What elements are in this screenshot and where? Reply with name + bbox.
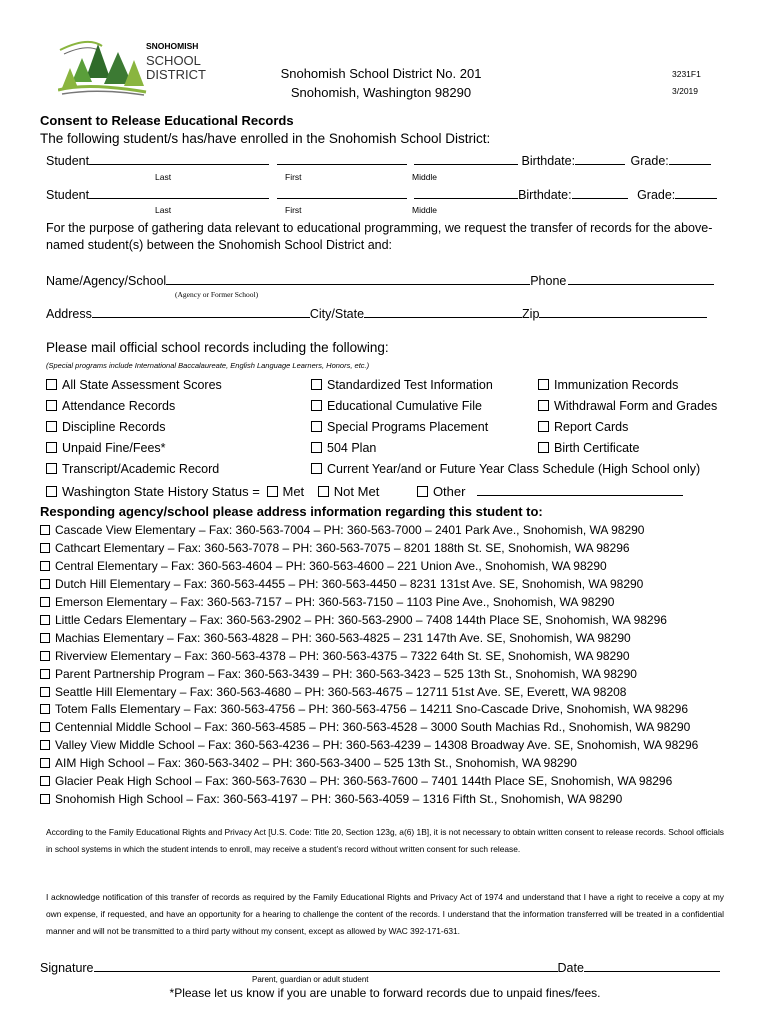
- school-option[interactable]: Valley View Middle School – Fax: 360-563-4236 – PH: 360-563-4239 – 14308 Broadway Ave. SE, Snohomish, WA 98296: [40, 738, 698, 752]
- form-id: [672, 66, 701, 100]
- checkbox[interactable]: [311, 400, 322, 411]
- school-option[interactable]: Cascade View Elementary – Fax: 360-563-7004 – PH: 360-563-7000 – 2401 Park Ave., Snohomish, WA 98290: [40, 523, 644, 537]
- school-option[interactable]: Dutch Hill Elementary – Fax: 360-563-4455 – PH: 360-563-4450 – 8231 131st Ave. SE, Snohomish, WA 98290: [40, 577, 643, 591]
- tree-logo-icon: [58, 38, 148, 96]
- checkbox[interactable]: [538, 400, 549, 411]
- school-option[interactable]: Totem Falls Elementary – Fax: 360-563-4756 – PH: 360-563-4756 – 14211 Sno-Cascade Drive, Snohomish, WA 98296: [40, 702, 688, 716]
- address-label: Address: [46, 307, 92, 321]
- form-number: 3231F1: [672, 69, 701, 79]
- not-met-label: Not Met: [333, 484, 380, 499]
- record-option[interactable]: Withdrawal Form and Grades: [538, 399, 717, 413]
- student-label: Student: [46, 188, 90, 202]
- address-field[interactable]: [92, 305, 310, 318]
- other-field[interactable]: [477, 483, 683, 496]
- birthdate-label: Birthdate:: [521, 154, 576, 168]
- logo-text-snohomish: SNOHOMISH: [146, 41, 199, 51]
- history-label: Washington State History Status =: [62, 484, 260, 499]
- history-status-row: [46, 483, 683, 499]
- middle-caption: Middle: [412, 205, 438, 215]
- acknowledgement-statement: I acknowledge notification of this transfer of records as required by the Family Educational Rights and Privacy Act of 1974 and understand that I have a right to receive a copy at my own expense, if requested, and have an opportunity for a hearing to challenge the content of the records. I understand that the information transferred will be treated in a confidential manner and will not be transmitted to a third party without my consent, except as allowed by WAC 392-171-631.: [46, 892, 724, 936]
- logo-text-district: DISTRICT: [146, 67, 206, 82]
- student1-first-field[interactable]: [277, 152, 407, 165]
- student-label: Student: [46, 154, 90, 168]
- signature-label: Signature: [40, 961, 94, 975]
- checkbox[interactable]: [311, 442, 322, 453]
- record-option[interactable]: 504 Plan: [311, 441, 376, 455]
- record-option[interactable]: All State Assessment Scores: [46, 378, 222, 392]
- student2-middle-field[interactable]: [414, 186, 518, 199]
- student1-birthdate-field[interactable]: [575, 152, 625, 165]
- record-option[interactable]: Attendance Records: [46, 399, 175, 413]
- checkbox[interactable]: [538, 442, 549, 453]
- met-label: Met: [282, 484, 305, 499]
- date-field[interactable]: [584, 959, 720, 972]
- checkbox[interactable]: [538, 421, 549, 432]
- checkbox[interactable]: [46, 463, 57, 474]
- school-option[interactable]: Snohomish High School – Fax: 360-563-4197 – PH: 360-563-4059 – 1316 Fifth St., Snohomish, WA 98290: [40, 792, 622, 806]
- agency-name-label: Name/Agency/School: [46, 274, 167, 288]
- checkbox[interactable]: [311, 379, 322, 390]
- checkbox[interactable]: [311, 463, 322, 474]
- record-option[interactable]: Educational Cumulative File: [311, 399, 482, 413]
- agency-phone-field[interactable]: [568, 272, 714, 285]
- student2-last-field[interactable]: [89, 186, 269, 199]
- signature-field[interactable]: [94, 959, 558, 972]
- school-option[interactable]: Centennial Middle School – Fax: 360-563-4585 – PH: 360-563-4528 – 3000 South Machias Rd., Snohomish, WA 98290: [40, 720, 690, 734]
- responding-heading: Responding agency/school please address information regarding this student to:: [40, 504, 543, 519]
- checkbox[interactable]: [311, 421, 322, 432]
- record-option[interactable]: Standardized Test Information: [311, 378, 493, 392]
- record-option[interactable]: Discipline Records: [46, 420, 166, 434]
- school-option[interactable]: Central Elementary – Fax: 360-563-4604 – PH: 360-563-4600 – 221 Union Ave., Snohomish, WA 98290: [40, 559, 607, 573]
- record-option[interactable]: Unpaid Fine/Fees*: [46, 441, 166, 455]
- record-option[interactable]: Birth Certificate: [538, 441, 639, 455]
- school-option[interactable]: Emerson Elementary – Fax: 360-563-7157 – PH: 360-563-7150 – 1103 Pine Ave., Snohomish, WA 98290: [40, 595, 614, 609]
- student-row-2: [46, 186, 717, 202]
- met-checkbox[interactable]: [267, 486, 278, 497]
- record-option[interactable]: Current Year/and or Future Year Class Schedule (High School only): [311, 462, 700, 476]
- not-met-checkbox[interactable]: [318, 486, 329, 497]
- student1-last-field[interactable]: [89, 152, 269, 165]
- checkbox[interactable]: [46, 400, 57, 411]
- address-row: [46, 305, 707, 321]
- school-option[interactable]: AIM High School – Fax: 360-563-3402 – PH: 360-563-3400 – 525 13th St., Snohomish, WA 98290: [40, 756, 577, 770]
- checkbox[interactable]: [46, 421, 57, 432]
- school-option[interactable]: Glacier Peak High School – Fax: 360-563-7630 – PH: 360-563-7600 – 7401 144th Place SE, Snohomish, WA 98296: [40, 774, 672, 788]
- grade-label: Grade:: [630, 154, 669, 168]
- form-title: Consent to Release Educational Records: [40, 113, 294, 128]
- record-option[interactable]: Transcript/Academic Record: [46, 462, 219, 476]
- intro-text: The following student/s has/have enrolled in the Snohomish School District:: [40, 131, 491, 146]
- district-logo: [58, 38, 208, 96]
- birthdate-label: Birthdate:: [518, 188, 572, 202]
- agency-name-field[interactable]: [166, 272, 530, 285]
- first-caption: First: [285, 205, 302, 215]
- last-caption: Last: [155, 172, 172, 182]
- district-city: Snohomish, Washington 98290: [290, 85, 472, 100]
- record-option[interactable]: Special Programs Placement: [311, 420, 488, 434]
- record-option[interactable]: Report Cards: [538, 420, 628, 434]
- records-heading: Please mail official school records including the following:: [46, 340, 389, 355]
- logo-text-school: SCHOOL: [146, 53, 201, 68]
- other-checkbox[interactable]: [417, 486, 428, 497]
- checkbox[interactable]: [46, 379, 57, 390]
- agency-row: [46, 272, 714, 288]
- student2-first-field[interactable]: [277, 186, 407, 199]
- zip-field[interactable]: [539, 305, 707, 318]
- checkbox[interactable]: [46, 442, 57, 453]
- student1-grade-field[interactable]: [669, 152, 711, 165]
- record-option[interactable]: Immunization Records: [538, 378, 678, 392]
- signature-caption: Parent, guardian or adult student: [252, 975, 369, 984]
- footer-note: *Please let us know if you are unable to forward records due to unpaid fines/fees.: [169, 986, 601, 1000]
- form-date: 3/2019: [672, 86, 698, 96]
- purpose-text: For the purpose of gathering data relevant to educational programming, we request the transfer of records for the above-named student(s) between the Snohomish School District and:: [46, 221, 713, 252]
- middle-caption: Middle: [412, 172, 438, 182]
- first-caption: First: [285, 172, 302, 182]
- agency-caption: (Agency or Former School): [175, 290, 259, 299]
- grade-label: Grade:: [637, 188, 676, 202]
- student2-grade-field[interactable]: [675, 186, 717, 199]
- phone-label: Phone: [530, 274, 567, 288]
- ferpa-statement: According to the Family Educational Rights and Privacy Act [U.S. Code: Title 20, Section 123g, a(6) 1B], it is not necessary to obtain written consent to release records. School officials in school systems in which the student intends to enroll, may receive a student’s record without written consent for such release.: [46, 827, 724, 854]
- checkbox[interactable]: [538, 379, 549, 390]
- student1-middle-field[interactable]: [414, 152, 518, 165]
- student-row-1: [46, 152, 711, 168]
- student2-birthdate-field[interactable]: [572, 186, 628, 199]
- school-option[interactable]: Cathcart Elementary – Fax: 360-563-7078 – PH: 360-563-7075 – 8201 188th St. SE, Snohomish, WA 98296: [40, 541, 630, 555]
- city-state-label: City/State: [309, 307, 365, 321]
- records-note: (Special programs include International Baccalaureate, English Language Learners, Honors, etc.): [46, 361, 370, 370]
- district-name: Snohomish School District No. 201: [280, 66, 482, 81]
- last-caption: Last: [155, 205, 172, 215]
- school-option[interactable]: Machias Elementary – Fax: 360-563-4828 – PH: 360-563-4825 – 231 147th Ave. SE, Snohomish, WA 98290: [40, 631, 631, 645]
- other-label: Other: [432, 484, 466, 499]
- signature-row: [40, 959, 720, 975]
- school-option[interactable]: Seattle Hill Elementary – Fax: 360-563-4680 – PH: 360-563-4675 – 12711 51st Ave. SE, Everett, WA 98208: [40, 685, 626, 699]
- district-header: [240, 64, 522, 102]
- city-state-field[interactable]: [364, 305, 522, 318]
- zip-label: Zip: [522, 307, 540, 321]
- date-label: Date: [557, 961, 584, 975]
- school-option[interactable]: Parent Partnership Program – Fax: 360-563-3439 – PH: 360-563-3423 – 525 13th St., Snohomish, WA 98290: [40, 667, 637, 681]
- school-option[interactable]: Little Cedars Elementary – Fax: 360-563-2902 – PH: 360-563-2900 – 7408 144th Place SE, Snohomish, WA 98296: [40, 613, 667, 627]
- school-option[interactable]: Riverview Elementary – Fax: 360-563-4378 – PH: 360-563-4375 – 7322 64th St. SE, Snohomish, WA 98290: [40, 649, 630, 663]
- checkbox[interactable]: [46, 486, 57, 497]
